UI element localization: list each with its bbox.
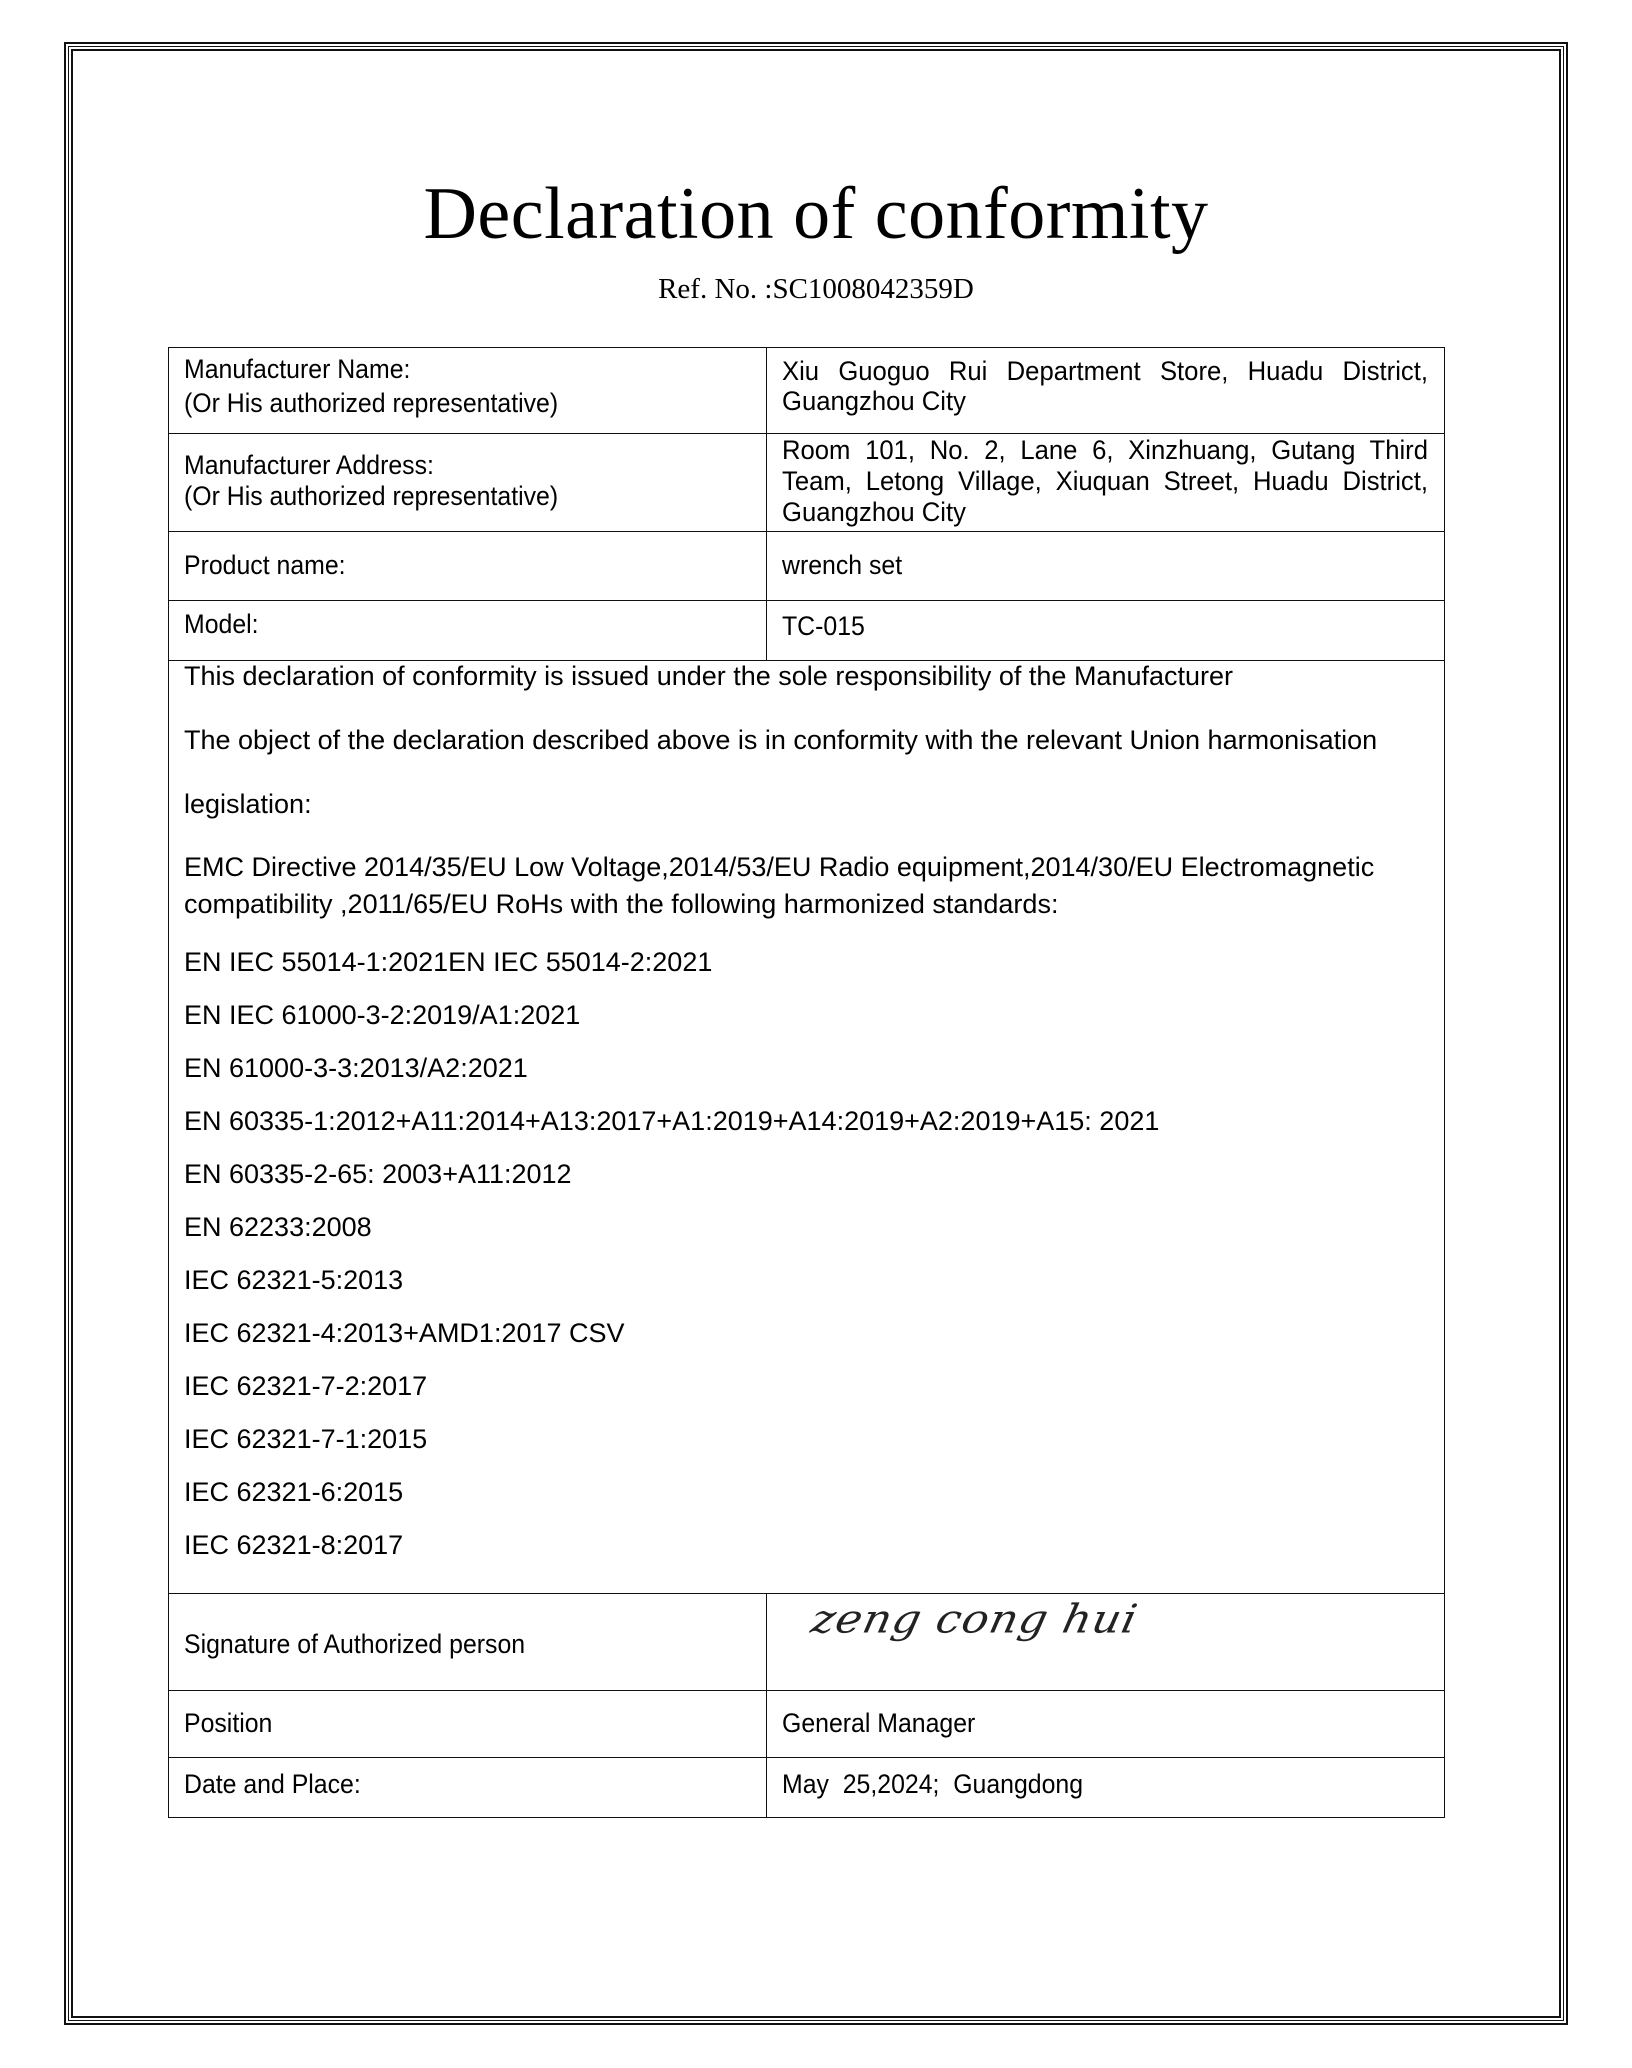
declaration-table [168,347,1445,1818]
date-place-row [169,1758,1445,1818]
model-value-cell [767,601,1445,661]
directives-line2: compatibility ,2011/65/EU RoHs with the following harmonized standards: [184,889,1059,919]
date-place-value-cell [767,1758,1445,1818]
signature-label-cell [169,1594,767,1691]
date-place-value: May 25,2024; Guangdong [782,1769,1084,1799]
declaration-statement: This declaration of conformity is issued under the sole responsibility of the Manufacturer [184,661,1234,691]
manufacturer-address-label [169,434,767,532]
standard-item: EN 60335-1:2012+A11:2014+A13:2017+A1:2019+A14:2019+A2:2019+A15: 2021 [184,1106,1160,1136]
standard-item: IEC 62321-8:2017 [184,1530,404,1560]
declaration-cell [169,661,1445,1594]
signature-value-cell [767,1594,1445,1691]
manufacturer-name-value: Xiu Guoguo Rui Department Store, Huadu District, Guangzhou City [782,356,1428,416]
directives-line1: EMC Directive 2014/35/EU Low Voltage,2014/53/EU Radio equipment,2014/30/EU Electromagnetic [184,852,1375,882]
manufacturer-address-value: Room 101, No. 2, Lane 6, Xinzhuang, Gutang Third Team, Letong Village, Xiuquan Street, Huadu District, Guangzhou City [782,435,1428,527]
standard-item: EN IEC 55014-1:2021EN IEC 55014-2:2021 [184,947,713,977]
standard-item: IEC 62321-4:2013+AMD1:2017 CSV [184,1318,625,1348]
handwritten-signature: zeng cong hui [807,1596,1142,1643]
position-row [169,1691,1445,1758]
manufacturer-name-label-line2: (Or His authorized representative) [184,388,559,418]
manufacturer-address-label-line2: (Or His authorized representative) [184,481,559,511]
date-place-label: Date and Place: [184,1769,361,1799]
signature-row [169,1594,1445,1691]
date-place-label-cell [169,1758,767,1818]
declaration-object-line2: legislation: [184,789,312,819]
manufacturer-address-value-cell [767,434,1445,532]
standard-item: EN 62233:2008 [184,1212,372,1242]
reference-number-text: Ref. No. :SC1008042359D [658,273,974,305]
standard-item: IEC 62321-5:2013 [184,1265,404,1295]
standard-item: IEC 62321-7-2:2017 [184,1371,428,1401]
manufacturer-name-label [169,348,767,434]
product-name-row [169,532,1445,601]
standard-item: IEC 62321-6:2015 [184,1477,404,1507]
document-title: Declaration of conformity [423,173,1209,255]
manufacturer-name-label-line1: Manufacturer Name: [184,354,411,384]
product-name-value: wrench set [782,550,903,580]
standard-item: IEC 62321-7-1:2015 [184,1424,428,1454]
manufacturer-address-label-line1: Manufacturer Address: [184,450,434,480]
manufacturer-name-value-cell [767,348,1445,434]
product-name-label: Product name: [184,550,346,580]
position-label-cell [169,1691,767,1758]
declaration-row [169,661,1445,1594]
model-value: TC-015 [782,611,865,641]
product-name-label-cell [169,532,767,601]
standard-item: EN 60335-2-65: 2003+A11:2012 [184,1159,572,1189]
reference-number [0,272,1632,306]
standard-item: EN IEC 61000-3-2:2019/A1:2021 [184,1000,581,1030]
model-label-cell [169,601,767,661]
signature-label: Signature of Authorized person [184,1629,526,1659]
declaration-object-line1: The object of the declaration described above is in conformity with the relevant Union harmonisation [184,725,1378,755]
position-value-cell [767,1691,1445,1758]
position-label: Position [184,1708,273,1738]
position-value: General Manager [782,1708,976,1738]
model-row [169,601,1445,661]
manufacturer-name-row [169,348,1445,434]
model-label: Model: [184,609,259,639]
product-name-value-cell [767,532,1445,601]
manufacturer-address-row [169,434,1445,532]
standard-item: EN 61000-3-3:2013/A2:2021 [184,1053,528,1083]
